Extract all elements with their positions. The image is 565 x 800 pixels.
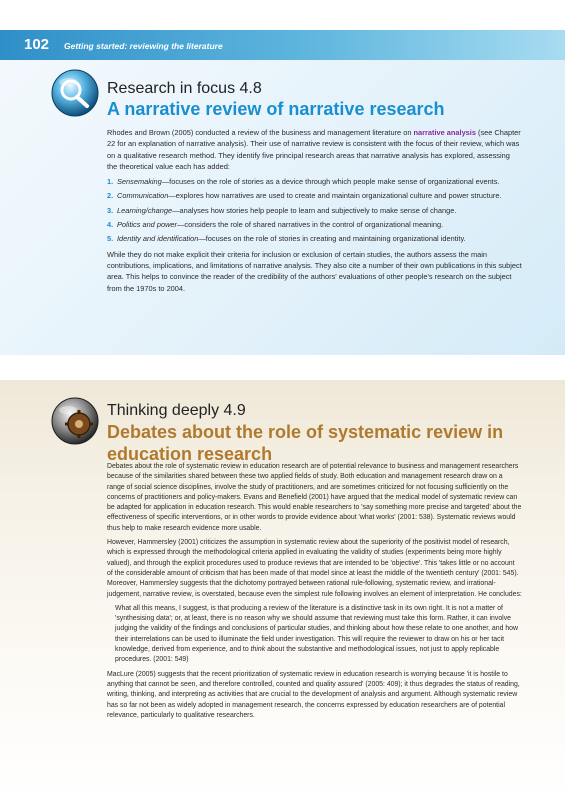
- list-item: [107, 190, 522, 201]
- list-text: —focuses on the role of stories in creating and maintaining organizational identity.: [198, 234, 466, 244]
- hammersley-quote: [115, 604, 522, 666]
- list-number: 3.: [107, 205, 114, 215]
- list-term: Communication: [117, 191, 169, 201]
- thinking-box-body: [107, 462, 522, 725]
- thinking-box-label: Thinking deeply 4.9: [107, 402, 246, 419]
- list-number: 2.: [107, 191, 114, 201]
- list-term: Learning/change: [117, 205, 173, 215]
- research-areas-list: [107, 176, 522, 244]
- research-closing: While they do not make explicit their criteria for inclusion or exclusion of certain studies, the authors assess the main contributions, implications, and limitations of narrative analysis. They also cite a number of their own publications in this subject area. This helps to convince the reader of the credibility of the authors' evaluations of other people's research on the subject from the 1970s to 2004.: [107, 249, 522, 293]
- list-item: [107, 176, 522, 187]
- list-number: 1.: [107, 177, 114, 187]
- research-box-label: Research in focus 4.8: [107, 80, 262, 97]
- intro-text: Rhodes and Brown (2005) conducted a review of the business and management literature on: [107, 128, 414, 137]
- page-number: 102: [24, 36, 50, 53]
- list-number: 5.: [107, 234, 114, 244]
- list-text: —considers the role of shared narratives in the control of organizational meaning.: [176, 220, 444, 230]
- list-term: Politics and power: [117, 220, 177, 230]
- list-number: 4.: [107, 220, 114, 230]
- thinking-para-1: Debates about the role of systematic review in education research are of potential relevance to business and management researchers because of the similarities shared between these two applied fields of study. Both education and management research draw on a range of social science disciplines, involve the study of practitioners, and are sometimes criticized for not focusing sufficiently on the concerns of practitioners and policy-makers. Evans and Benefield (2001) have argued that the medical model of systematic review can be adapted for application in education research. This would enable researchers to 'say something more precise and targeted' about the effectiveness of specific interventions, or in other words to provide evidence about 'what works' (2001: 538). Systematic reviews would thus help to make research evidence more usable.: [107, 463, 522, 532]
- thinking-box-title: Debates about the role of systematic review in education research: [107, 422, 504, 464]
- quote-text-continued: about the substantive and methodological issues, not just to apply replicable procedures. (2001: 549): [115, 646, 500, 664]
- quote-emphasis: think: [250, 646, 266, 654]
- list-text: —focuses on the role of stories as a device through which people make sense of organizational events.: [161, 177, 500, 187]
- list-text: —analyses how stories help people to learn and subjectively to make sense of change.: [172, 205, 457, 215]
- research-intro: [107, 127, 522, 172]
- thinking-para-2: However, Hammersley (2001) criticizes the assumption in systematic review about the superiority of the positivist model of research, which is expressed through the methodological criteria applied in evaluating the validity of studies (experiments being more highly valued), and through the explicit procedures used to produce reviews that are intended to be 'objective'. This 'takes little or no account of the considerable amount of criticism that has been made of that model since at least the middle of the twentieth century' (2001: 545). Moreover, Hammersley suggests that the dichotomy portrayed between rational rule-following, systematic review, and irrational-judgement, narrative review, is overstated, because even the simplest rule following involves an element of interpretation. He concludes:: [107, 539, 522, 598]
- research-box-title: A narrative review of narrative research: [107, 99, 445, 119]
- list-term: Sensemaking: [117, 177, 162, 187]
- thinking-gear-icon: [50, 396, 100, 446]
- quote-text: What all this means, I suggest, is that producing a review of the literature is a distinctive task in its own right. It is not a matter of 'synthesising data'; or, at least, there is no reason why we should assume that reviewing must take this form. Rather, it can involve judging the validity of the findings and conclusions of particular studies, and thinking about how these relate to one another, and how their interrelations can be used to illuminate the field under investigation. This will require the reviewer to draw on his or her tacit knowledge, derived from experience, and to: [115, 604, 518, 654]
- thinking-para-3: MacLure (2005) suggests that the recent prioritization of systematic review in education research is worrying because 'it is hostile to anything that cannot be seen, and therefore controlled, counted and quality assured' (2005: 409); it thus degrades the status of reading, writing, thinking, and interpreting as activities that are crucial to the development of analysis and argument. Although systematic review has so far not been as widely adopted in management research, the concerns expressed by education researchers are of potential relevance, particularly to qualitative researchers.: [107, 670, 520, 719]
- intro-text-continued: (see Chapter 22 for an explanation of narrative analysis). Their use of narrative review is consistent with the focus of their review, which was on a qualitative research method. They identify five principal research areas that narrative analysis has explored, assessing the theoretical value each has added:: [107, 128, 521, 171]
- research-magnifier-icon: [50, 68, 100, 118]
- list-item: [107, 233, 522, 244]
- research-box-body: [107, 127, 522, 298]
- narrative-analysis-highlight: narrative analysis: [413, 128, 476, 137]
- running-head: Getting started: reviewing the literature: [64, 41, 223, 51]
- list-term: Identity and identification: [117, 234, 199, 244]
- list-text: —explores how narratives are used to create and maintain organizational culture and power structure.: [168, 191, 502, 201]
- list-item: [107, 205, 522, 216]
- list-item: [107, 219, 522, 230]
